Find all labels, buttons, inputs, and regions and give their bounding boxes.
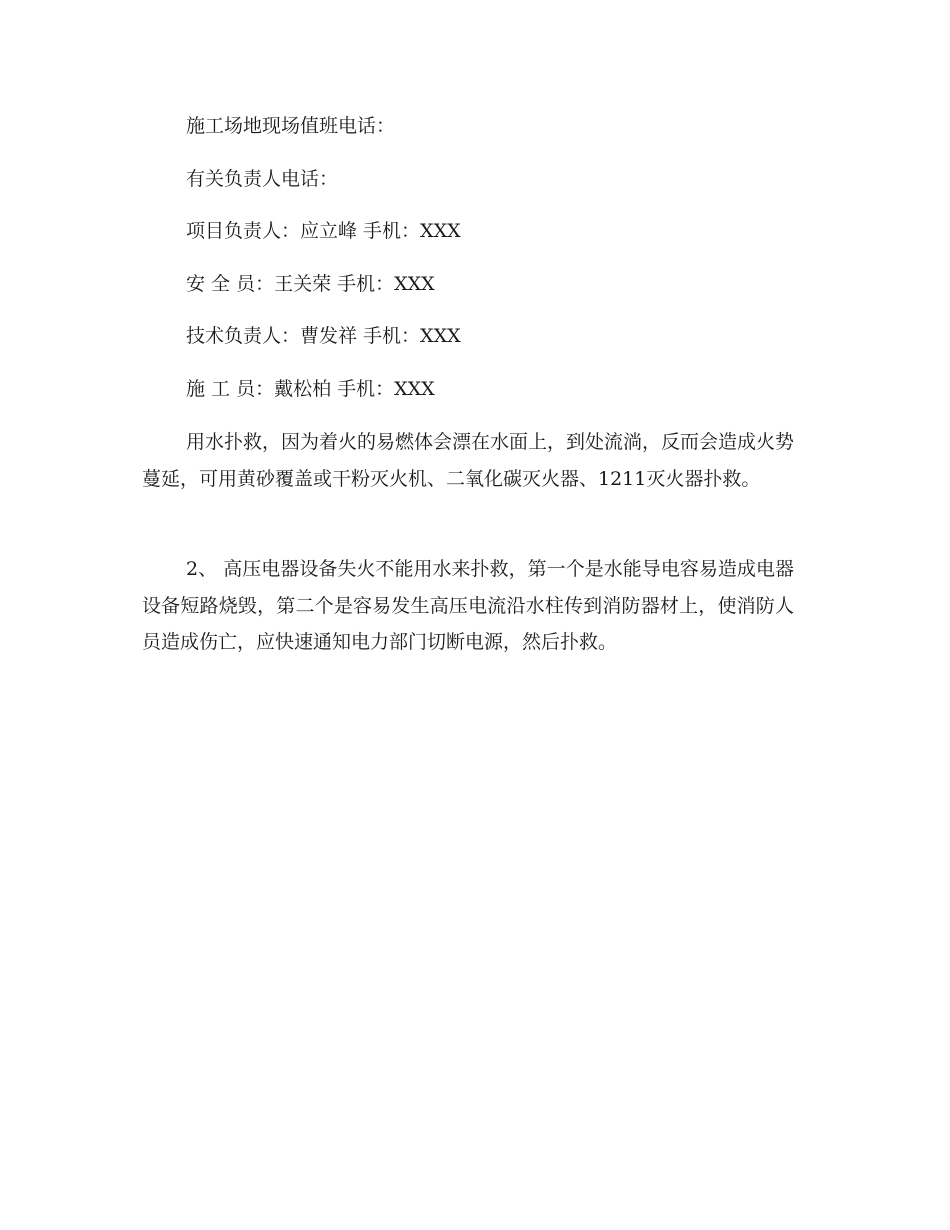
electrical-fire-paragraph: 2、 高压电器设备失火不能用水来扑救，第一个是水能导电容易造成电器设备短路烧毁，第二个是容易发生高压电流沿水柱传到消防器材上，使消防人员造成伤亡，应快速通知电力部门切断电源，然后扑救。 bbox=[142, 558, 794, 653]
constructor-line: 施 工 员：戴松柏 手机：XXX bbox=[186, 378, 435, 400]
safety-officer-line: 安 全 员：王关荣 手机：XXX bbox=[186, 273, 435, 295]
project-manager-line: 项目负责人：应立峰 手机：XXX bbox=[186, 220, 461, 242]
technical-manager-line: 技术负责人：曹发祥 手机：XXX bbox=[186, 325, 461, 347]
responsible-phone-line: 有关负责人电话： bbox=[186, 168, 339, 190]
water-rescue-paragraph: 用水扑救，因为着火的易燃体会漂在水面上，到处流淌，反而会造成火势蔓延，可用黄砂覆盖或干粉灭火机、二氧化碳灭火器、1211灭火器扑救。 bbox=[142, 431, 795, 490]
site-duty-phone-line: 施工场地现场值班电话： bbox=[186, 115, 396, 137]
